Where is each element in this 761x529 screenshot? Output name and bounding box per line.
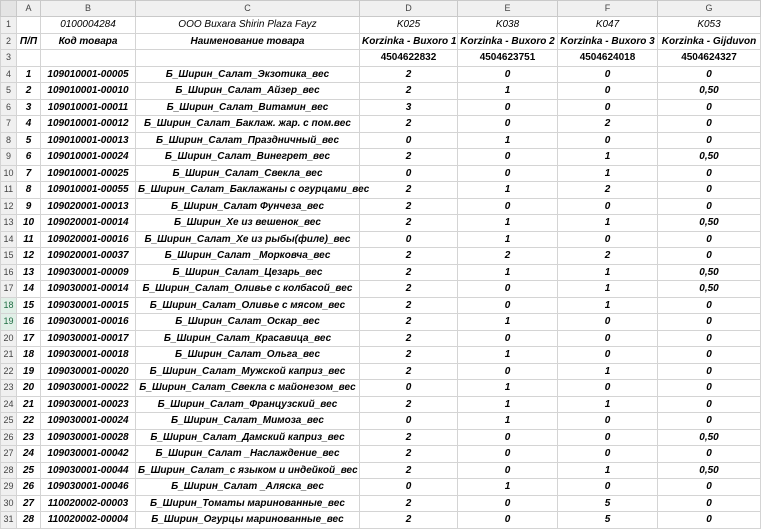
cell-d[interactable]: 2 <box>360 281 458 298</box>
cell-c[interactable]: Б_Ширин_Салат _Морковча_вес <box>136 248 360 265</box>
table-row <box>1 248 761 265</box>
cell-c[interactable]: Б_Ширин_Салат_Баклаж. жар. с пом.вес <box>136 116 360 133</box>
cell-d[interactable]: 2 <box>360 264 458 281</box>
row-header[interactable]: 23 <box>1 380 17 397</box>
table-row <box>1 363 761 380</box>
cell-b[interactable]: 109020001-00014 <box>41 215 136 232</box>
cell-c[interactable]: Б_Ширин_Салат_Оливье с мясом_вес <box>136 297 360 314</box>
sheet-row <box>1 33 761 50</box>
cell-a[interactable]: 6 <box>17 149 41 166</box>
cell-b[interactable]: 109030001-00022 <box>41 380 136 397</box>
cell-b[interactable]: 109030001-00023 <box>41 396 136 413</box>
cell-a[interactable]: 15 <box>17 297 41 314</box>
cell-e[interactable]: 0 <box>458 198 558 215</box>
cell-b[interactable]: 110020002-00004 <box>41 512 136 529</box>
cell-g[interactable]: 0 <box>658 413 761 430</box>
cell-c[interactable]: Б_Ширин_Салат_Цезарь_вес <box>136 264 360 281</box>
cell[interactable]: OOO Buxara Shirin Plaza Fayz <box>136 17 360 34</box>
cell-e[interactable]: 1 <box>458 231 558 248</box>
row-header[interactable]: 21 <box>1 347 17 364</box>
cell-b[interactable]: 109010001-00013 <box>41 132 136 149</box>
cell-c[interactable]: Б_Ширин_Салат_Экзотика_вес <box>136 66 360 83</box>
cell[interactable]: П/П <box>17 33 41 50</box>
cell-e[interactable]: 1 <box>458 215 558 232</box>
cell[interactable]: K025 <box>360 17 458 34</box>
cell-f[interactable]: 1 <box>558 165 658 182</box>
cell-b[interactable]: 109020001-00037 <box>41 248 136 265</box>
cell-c[interactable]: Б_Ширин_Салат_Витамин_вес <box>136 99 360 116</box>
cell-f[interactable]: 0 <box>558 330 658 347</box>
cell[interactable]: Korzinka - Buxoro 1 <box>360 33 458 50</box>
row-header[interactable]: 19 <box>1 314 17 331</box>
cell[interactable]: 4504624018 <box>558 50 658 67</box>
cell-d[interactable]: 2 <box>360 83 458 100</box>
cell-g[interactable]: 0,50 <box>658 462 761 479</box>
cell-g[interactable]: 0 <box>658 165 761 182</box>
cell-c[interactable]: Б_Ширин_Салат_Баклажаны с огурцами_вес <box>136 182 360 199</box>
table-row <box>1 330 761 347</box>
cell-e[interactable]: 0 <box>458 512 558 529</box>
row-header[interactable]: 13 <box>1 215 17 232</box>
cell-e[interactable]: 1 <box>458 347 558 364</box>
cell[interactable]: K038 <box>458 17 558 34</box>
cell-a[interactable]: 24 <box>17 446 41 463</box>
cell-e[interactable]: 0 <box>458 66 558 83</box>
cell-d[interactable]: 2 <box>360 363 458 380</box>
row-header[interactable]: 27 <box>1 446 17 463</box>
cell-c[interactable]: Б_Ширин_Огурцы маринованные_вес <box>136 512 360 529</box>
cell[interactable]: K047 <box>558 17 658 34</box>
cell-c[interactable]: Б_Ширин_Салат_Ольга_вес <box>136 347 360 364</box>
cell-a[interactable]: 20 <box>17 380 41 397</box>
cell-c[interactable]: Б_Ширин_Салат _Наслаждение_вес <box>136 446 360 463</box>
cell-e[interactable]: 1 <box>458 479 558 496</box>
row-header[interactable]: 20 <box>1 330 17 347</box>
cell-f[interactable]: 0 <box>558 198 658 215</box>
cell[interactable]: 4504624327 <box>658 50 761 67</box>
cell-f[interactable]: 1 <box>558 396 658 413</box>
cell-g[interactable]: 0 <box>658 330 761 347</box>
column-header-g[interactable]: G <box>658 1 761 17</box>
cell-g[interactable]: 0 <box>658 396 761 413</box>
cell-b[interactable]: 109010001-00025 <box>41 165 136 182</box>
cell-c[interactable]: Б_Ширин_Салат_Праздничный_вес <box>136 132 360 149</box>
cell-f[interactable]: 5 <box>558 512 658 529</box>
row-header[interactable]: 17 <box>1 281 17 298</box>
cell-e[interactable]: 0 <box>458 297 558 314</box>
cell-c[interactable]: Б_Ширин_Томаты маринованные_вес <box>136 495 360 512</box>
cell-f[interactable]: 1 <box>558 264 658 281</box>
cell-a[interactable]: 21 <box>17 396 41 413</box>
cell-g[interactable]: 0 <box>658 182 761 199</box>
row-header[interactable]: 3 <box>1 50 17 67</box>
row-header[interactable]: 10 <box>1 165 17 182</box>
cell[interactable]: Код товара <box>41 33 136 50</box>
cell-b[interactable]: 109010001-00012 <box>41 116 136 133</box>
column-header-a[interactable]: A <box>17 1 41 17</box>
cell-g[interactable]: 0,50 <box>658 149 761 166</box>
cell-e[interactable]: 0 <box>458 429 558 446</box>
cell-d[interactable]: 2 <box>360 116 458 133</box>
cell-e[interactable]: 1 <box>458 380 558 397</box>
cell-g[interactable]: 0 <box>658 495 761 512</box>
cell-a[interactable]: 8 <box>17 182 41 199</box>
cell-b[interactable]: 109010001-00024 <box>41 149 136 166</box>
column-header-b[interactable]: B <box>41 1 136 17</box>
row-header[interactable]: 18 <box>1 297 17 314</box>
cell-d[interactable]: 2 <box>360 495 458 512</box>
row-header[interactable]: 14 <box>1 231 17 248</box>
cell-e[interactable]: 1 <box>458 83 558 100</box>
cell-a[interactable]: 26 <box>17 479 41 496</box>
cell[interactable]: 4504623751 <box>458 50 558 67</box>
cell-g[interactable]: 0,50 <box>658 264 761 281</box>
cell-f[interactable]: 1 <box>558 297 658 314</box>
sheet-row <box>1 50 761 67</box>
table-row <box>1 264 761 281</box>
cell[interactable]: 0100004284 <box>41 17 136 34</box>
cell-a[interactable]: 22 <box>17 413 41 430</box>
cell-e[interactable]: 0 <box>458 495 558 512</box>
row-header[interactable]: 1 <box>1 17 17 34</box>
cell-b[interactable]: 109020001-00016 <box>41 231 136 248</box>
column-header-e[interactable]: E <box>458 1 558 17</box>
cell-d[interactable]: 2 <box>360 297 458 314</box>
cell-d[interactable]: 2 <box>360 462 458 479</box>
cell[interactable] <box>41 50 136 67</box>
cell-c[interactable]: Б_Ширин_Салат_Французский_вес <box>136 396 360 413</box>
column-header-f[interactable]: F <box>558 1 658 17</box>
cell-e[interactable]: 1 <box>458 413 558 430</box>
cell-f[interactable]: 0 <box>558 314 658 331</box>
cell-f[interactable]: 0 <box>558 99 658 116</box>
cell-a[interactable]: 28 <box>17 512 41 529</box>
table-row <box>1 281 761 298</box>
cell-b[interactable]: 110020002-00003 <box>41 495 136 512</box>
cell-a[interactable]: 25 <box>17 462 41 479</box>
cell[interactable]: Korzinka - Gijduvon <box>658 33 761 50</box>
row-header[interactable]: 4 <box>1 66 17 83</box>
cell-d[interactable]: 2 <box>360 330 458 347</box>
table-row <box>1 132 761 149</box>
table-row <box>1 165 761 182</box>
cell-b[interactable]: 109030001-00015 <box>41 297 136 314</box>
cell-g[interactable]: 0 <box>658 479 761 496</box>
cell-f[interactable]: 1 <box>558 149 658 166</box>
cell[interactable]: K053 <box>658 17 761 34</box>
row-header[interactable]: 6 <box>1 99 17 116</box>
cell-c[interactable]: Б_Ширин_Салат_Красавица_вес <box>136 330 360 347</box>
cell-d[interactable]: 0 <box>360 165 458 182</box>
cell[interactable] <box>17 50 41 67</box>
cell-d[interactable]: 2 <box>360 446 458 463</box>
table-row <box>1 99 761 116</box>
cell-f[interactable]: 0 <box>558 83 658 100</box>
cell-a[interactable]: 7 <box>17 165 41 182</box>
cell-g[interactable]: 0,50 <box>658 429 761 446</box>
cell-a[interactable]: 23 <box>17 429 41 446</box>
table-row <box>1 380 761 397</box>
cell[interactable]: Наименование товара <box>136 33 360 50</box>
cell-f[interactable]: 1 <box>558 462 658 479</box>
cell-d[interactable]: 2 <box>360 149 458 166</box>
cell-g[interactable]: 0 <box>658 446 761 463</box>
cell-a[interactable]: 18 <box>17 347 41 364</box>
cell-c[interactable]: Б_Ширин_Салат_Мимоза_вес <box>136 413 360 430</box>
cell-e[interactable]: 1 <box>458 182 558 199</box>
row-header[interactable]: 12 <box>1 198 17 215</box>
cell-b[interactable]: 109030001-00042 <box>41 446 136 463</box>
cell-b[interactable]: 109030001-00028 <box>41 429 136 446</box>
cell-c[interactable]: Б_Ширин_Салат_с языком и индейкой_вес <box>136 462 360 479</box>
table-row <box>1 396 761 413</box>
table-row <box>1 83 761 100</box>
cell-d[interactable]: 2 <box>360 66 458 83</box>
table-row <box>1 347 761 364</box>
sheet-row <box>1 17 761 34</box>
cell-e[interactable]: 0 <box>458 165 558 182</box>
cell-c[interactable]: Б_Ширин_Салат_Хе из рыбы(филе)_вес <box>136 231 360 248</box>
cell-g[interactable]: 0,50 <box>658 83 761 100</box>
cell-d[interactable]: 2 <box>360 396 458 413</box>
cell-a[interactable]: 9 <box>17 198 41 215</box>
cell-e[interactable]: 1 <box>458 264 558 281</box>
table-row <box>1 462 761 479</box>
table-row <box>1 215 761 232</box>
cell-g[interactable]: 0,50 <box>658 281 761 298</box>
cell-d[interactable]: 2 <box>360 198 458 215</box>
cell-d[interactable]: 0 <box>360 380 458 397</box>
row-header[interactable]: 9 <box>1 149 17 166</box>
cell-d[interactable]: 2 <box>360 248 458 265</box>
cell-a[interactable]: 16 <box>17 314 41 331</box>
cell-f[interactable]: 0 <box>558 231 658 248</box>
row-header[interactable]: 28 <box>1 462 17 479</box>
row-header[interactable]: 26 <box>1 429 17 446</box>
cell-c[interactable]: Б_Ширин_Салат_Дамский каприз_вес <box>136 429 360 446</box>
cell-e[interactable]: 1 <box>458 132 558 149</box>
column-header-d[interactable]: D <box>360 1 458 17</box>
cell-f[interactable]: 0 <box>558 66 658 83</box>
cell[interactable] <box>17 17 41 34</box>
cell-b[interactable]: 109010001-00010 <box>41 83 136 100</box>
cell-a[interactable]: 14 <box>17 281 41 298</box>
cell-g[interactable]: 0 <box>658 512 761 529</box>
cell-a[interactable]: 13 <box>17 264 41 281</box>
cell-g[interactable]: 0 <box>658 363 761 380</box>
cell-f[interactable]: 0 <box>558 380 658 397</box>
cell-f[interactable]: 5 <box>558 495 658 512</box>
cell-g[interactable]: 0 <box>658 347 761 364</box>
select-all-corner[interactable] <box>1 1 17 17</box>
cell-a[interactable]: 12 <box>17 248 41 265</box>
cell-e[interactable]: 0 <box>458 99 558 116</box>
cell-e[interactable]: 0 <box>458 116 558 133</box>
table-row <box>1 413 761 430</box>
cell-d[interactable]: 2 <box>360 215 458 232</box>
cell-f[interactable]: 0 <box>558 446 658 463</box>
row-header[interactable]: 31 <box>1 512 17 529</box>
cell-b[interactable]: 109030001-00016 <box>41 314 136 331</box>
cell-f[interactable]: 2 <box>558 116 658 133</box>
table-row <box>1 495 761 512</box>
cell-g[interactable]: 0 <box>658 198 761 215</box>
table-row <box>1 198 761 215</box>
row-header[interactable]: 7 <box>1 116 17 133</box>
cell-c[interactable]: Б_Ширин_Салат_Винегрет_вес <box>136 149 360 166</box>
cell-b[interactable]: 109030001-00009 <box>41 264 136 281</box>
cell-g[interactable]: 0,50 <box>658 215 761 232</box>
cell-f[interactable]: 0 <box>558 347 658 364</box>
cell[interactable]: Korzinka - Buxoro 3 <box>558 33 658 50</box>
cell-a[interactable]: 19 <box>17 363 41 380</box>
cell-c[interactable]: Б_Ширин_Салат_Айзер_вес <box>136 83 360 100</box>
cell[interactable] <box>136 50 360 67</box>
row-header[interactable]: 22 <box>1 363 17 380</box>
row-header[interactable]: 8 <box>1 132 17 149</box>
cell-g[interactable]: 0 <box>658 66 761 83</box>
cell-a[interactable]: 27 <box>17 495 41 512</box>
cell-g[interactable]: 0 <box>658 248 761 265</box>
table-row <box>1 429 761 446</box>
cell-f[interactable]: 0 <box>558 479 658 496</box>
table-row <box>1 314 761 331</box>
cell[interactable]: 4504622832 <box>360 50 458 67</box>
cell-b[interactable]: 109030001-00017 <box>41 330 136 347</box>
cell-e[interactable]: 0 <box>458 446 558 463</box>
cell-c[interactable]: Б_Ширин_Салат_Свекла с майонезом_вес <box>136 380 360 397</box>
cell-f[interactable]: 1 <box>558 215 658 232</box>
cell-g[interactable]: 0 <box>658 314 761 331</box>
cell-e[interactable]: 0 <box>458 330 558 347</box>
cell-c[interactable]: Б_Ширин_Салат Фунчеза_вес <box>136 198 360 215</box>
cell-a[interactable]: 4 <box>17 116 41 133</box>
table-row <box>1 297 761 314</box>
row-header[interactable]: 29 <box>1 479 17 496</box>
row-header[interactable]: 16 <box>1 264 17 281</box>
cell-b[interactable]: 109010001-00005 <box>41 66 136 83</box>
table-row <box>1 116 761 133</box>
cell-a[interactable]: 3 <box>17 99 41 116</box>
cell-d[interactable]: 2 <box>360 429 458 446</box>
cell-g[interactable]: 0 <box>658 231 761 248</box>
cell-a[interactable]: 17 <box>17 330 41 347</box>
cell-e[interactable]: 1 <box>458 396 558 413</box>
table-row <box>1 512 761 529</box>
cell-b[interactable]: 109030001-00046 <box>41 479 136 496</box>
cell-d[interactable]: 2 <box>360 314 458 331</box>
cell-d[interactable]: 2 <box>360 512 458 529</box>
column-header-c[interactable]: C <box>136 1 360 17</box>
cell-e[interactable]: 2 <box>458 248 558 265</box>
cell-f[interactable]: 2 <box>558 182 658 199</box>
table-row <box>1 479 761 496</box>
row-header[interactable]: 25 <box>1 413 17 430</box>
cell[interactable]: Korzinka - Buxoro 2 <box>458 33 558 50</box>
table-row <box>1 446 761 463</box>
cell-d[interactable]: 0 <box>360 132 458 149</box>
cell-a[interactable]: 5 <box>17 132 41 149</box>
table-row <box>1 231 761 248</box>
cell-a[interactable]: 10 <box>17 215 41 232</box>
table-row <box>1 182 761 199</box>
cell-d[interactable]: 3 <box>360 99 458 116</box>
cell-f[interactable]: 0 <box>558 429 658 446</box>
cell-c[interactable]: Б_Ширин_Салат_Оливье с колбасой_вес <box>136 281 360 298</box>
table-row <box>1 149 761 166</box>
cell-b[interactable]: 109010001-00011 <box>41 99 136 116</box>
row-header[interactable]: 24 <box>1 396 17 413</box>
cell-e[interactable]: 0 <box>458 281 558 298</box>
cell-e[interactable]: 1 <box>458 314 558 331</box>
cell-g[interactable]: 0 <box>658 380 761 397</box>
cell-b[interactable]: 109030001-00014 <box>41 281 136 298</box>
row-header[interactable]: 15 <box>1 248 17 265</box>
cell-g[interactable]: 0 <box>658 132 761 149</box>
cell-d[interactable]: 2 <box>360 347 458 364</box>
cell-c[interactable]: Б_Ширин_Хе из вешенок_вес <box>136 215 360 232</box>
cell-g[interactable]: 0 <box>658 99 761 116</box>
cell-b[interactable]: 109030001-00018 <box>41 347 136 364</box>
cell-a[interactable]: 11 <box>17 231 41 248</box>
cell-e[interactable]: 0 <box>458 462 558 479</box>
cell-d[interactable]: 0 <box>360 479 458 496</box>
row-header[interactable]: 5 <box>1 83 17 100</box>
cell-f[interactable]: 1 <box>558 281 658 298</box>
row-header[interactable]: 11 <box>1 182 17 199</box>
cell-b[interactable]: 109030001-00044 <box>41 462 136 479</box>
column-header-row <box>1 1 761 17</box>
cell-b[interactable]: 109030001-00020 <box>41 363 136 380</box>
cell-c[interactable]: Б_Ширин_Салат_Мужской каприз_вес <box>136 363 360 380</box>
cell-e[interactable]: 0 <box>458 363 558 380</box>
cell-f[interactable]: 1 <box>558 363 658 380</box>
cell-a[interactable]: 1 <box>17 66 41 83</box>
cell-g[interactable]: 0 <box>658 116 761 133</box>
cell-c[interactable]: Б_Ширин_Салат _Аляска_вес <box>136 479 360 496</box>
cell-f[interactable]: 0 <box>558 413 658 430</box>
cell-a[interactable]: 2 <box>17 83 41 100</box>
cell-e[interactable]: 0 <box>458 149 558 166</box>
cell-f[interactable]: 0 <box>558 132 658 149</box>
cell-b[interactable]: 109020001-00013 <box>41 198 136 215</box>
row-header[interactable]: 2 <box>1 33 17 50</box>
cell-b[interactable]: 109010001-00055 <box>41 182 136 199</box>
cell-f[interactable]: 2 <box>558 248 658 265</box>
cell-d[interactable]: 2 <box>360 182 458 199</box>
row-header[interactable]: 30 <box>1 495 17 512</box>
table-row <box>1 66 761 83</box>
cell-c[interactable]: Б_Ширин_Салат_Оскар_вес <box>136 314 360 331</box>
cell-d[interactable]: 0 <box>360 231 458 248</box>
cell-d[interactable]: 0 <box>360 413 458 430</box>
cell-g[interactable]: 0 <box>658 297 761 314</box>
cell-c[interactable]: Б_Ширин_Салат_Свекла_вес <box>136 165 360 182</box>
cell-b[interactable]: 109030001-00024 <box>41 413 136 430</box>
